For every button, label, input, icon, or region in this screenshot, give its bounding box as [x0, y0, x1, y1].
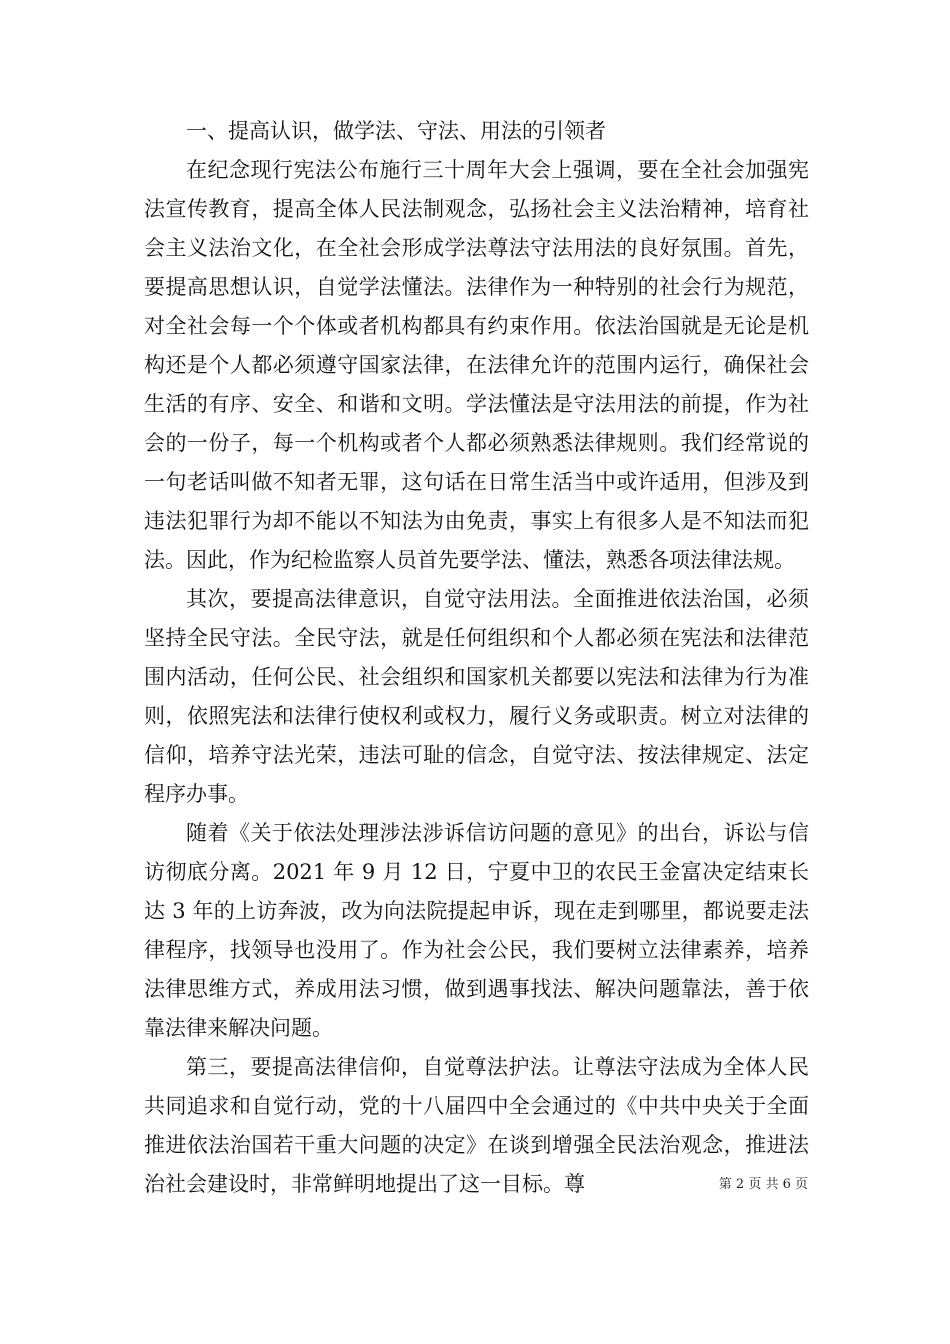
section-heading: 一、提高认识，做学法、守法、用法的引领者: [186, 119, 606, 143]
paragraph-2: 其次，要提高法律意识，自觉守法用法。全面推进依法治国，必须坚持全民守法。全民守法，就是任何组织和个人都必须在宪法和法律范围内活动，任何公民、社会组织和国家机关都要以宪法和法律为行为准则，依照宪法和法律行使权利或权力，履行义务或职责。树立对法律的信仰，培养守法光荣，违法可耻的信念，自觉守法、按法律规定、法定程序办事。: [144, 587, 809, 806]
document-body: [144, 112, 809, 1204]
paragraph-3: 随着《关于依法处理涉法涉诉信访问题的意见》的出台，诉讼与信访彻底分离。2021 年 9 月 12 日，宁夏中卫的农民王金富决定结束长达 3 年的上访奔波，改为向法院提起申诉，现在走到哪里，都说要走法律程序，找领导也没用了。作为社会公民，我们要树立法律素养，培养法律思维方式，养成用法习惯，做到遇事找法、解决问题靠法，善于依靠法律来解决问题。: [144, 821, 809, 1040]
paragraph-4: 第三，要提高法律信仰，自觉尊法护法。让尊法守法成为全体人民共同追求和自觉行动，党的十八届四中全会通过的《中共中央关于全面推进依法治国若干重大问题的决定》在谈到增强全民法治观念，推进法治社会建设时，非常鲜明地提出了这一目标。尊: [144, 1055, 809, 1196]
page-number-footer: 第 2 页 共 6 页: [718, 1177, 808, 1192]
paragraph-1: 在纪念现行宪法公布施行三十周年大会上强调，要在全社会加强宪法宣传教育，提高全体人民法制观念，弘扬社会主义法治精神，培育社会主义法治文化，在全社会形成学法尊法守法用法的良好氛围。首先，要提高思想认识，自觉学法懂法。法律作为一种特别的社会行为规范，对全社会每一个个体或者机构都具有约束作用。依法治国就是无论是机构还是个人都必须遵守国家法律，在法律允许的范围内运行，确保社会生活的有序、安全、和谐和文明。学法懂法是守法用法的前提，作为社会的一份子，每一个机构或者个人都必须熟悉法律规则。我们经常说的一句老话叫做不知者无罪，这句话在日常生活当中或许适用，但涉及到违法犯罪行为却不能以不知法为由免责，事实上有很多人是不知法而犯法。因此，作为纪检监察人员首先要学法、懂法，熟悉各项法律法规。: [144, 158, 809, 572]
